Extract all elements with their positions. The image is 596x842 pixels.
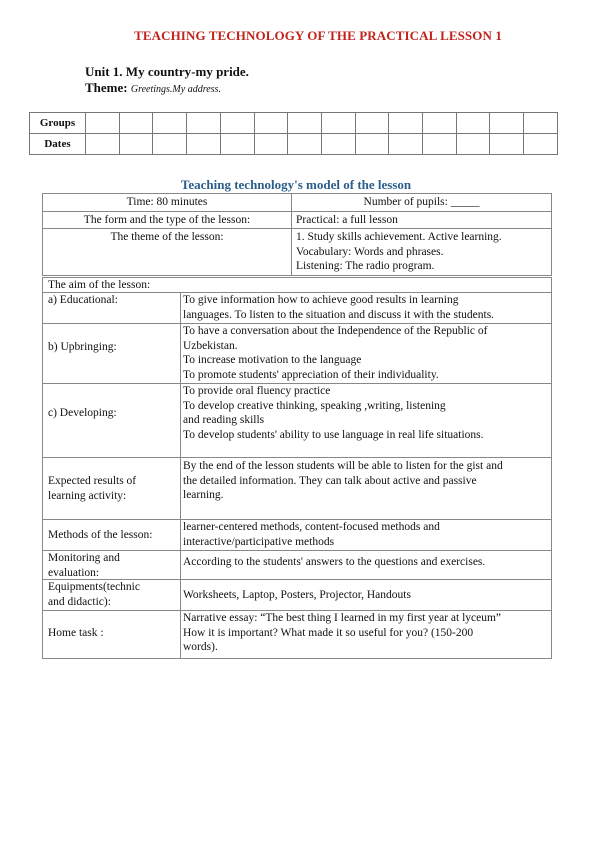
methods-line: learner-centered methods, content-focused methods and (183, 521, 440, 533)
monitoring-label (48, 551, 120, 580)
expected-line: By the end of the lesson students will be able to listen for the gist and (183, 460, 503, 472)
methods-label: Methods of the lesson: (48, 529, 153, 541)
pupils-cell: Number of pupils: _____ (292, 194, 552, 212)
developing-line: To develop creative thinking, speaking ,writing, listening (183, 399, 446, 412)
educational-label: a) Educational: (48, 294, 118, 306)
equipment-label-line: Equipments(technic (48, 581, 140, 593)
home-task-row (43, 610, 551, 659)
groups-cell[interactable] (254, 113, 288, 134)
home-task-line: How it is important? What made it so useful for you? (150-200 (183, 626, 474, 639)
theme-line: Vocabulary: Words and phrases. (296, 245, 444, 258)
groups-cell[interactable] (86, 113, 120, 134)
developing-line: To develop students' ability to use language in real life situations. (183, 428, 484, 441)
time-row (43, 194, 552, 212)
home-task-line: Narrative essay: “The best thing I learned in my first year at lyceum” (183, 612, 502, 624)
lesson-info-table (42, 193, 552, 276)
dates-cell[interactable] (490, 134, 524, 155)
theme-heading (85, 80, 221, 96)
groups-row (30, 113, 558, 134)
expected-label-line: Expected results of (48, 475, 137, 487)
educational-line: To give information how to achieve good results in learning (183, 294, 459, 306)
expected-value (183, 459, 549, 503)
dates-cell[interactable] (423, 134, 457, 155)
home-task-line: words). (183, 641, 218, 653)
dates-cell[interactable] (119, 134, 153, 155)
groups-cell[interactable] (490, 113, 524, 134)
home-task-value (183, 611, 549, 655)
monitoring-row (43, 550, 551, 580)
groups-cell[interactable] (153, 113, 187, 134)
upbringing-line: To increase motivation to the language (183, 354, 362, 366)
monitoring-value: According to the students' answers to the questions and exercises. (183, 556, 486, 568)
form-label: The form and the type of the lesson: (43, 211, 292, 229)
expected-label (48, 474, 136, 503)
dates-cell[interactable] (187, 134, 221, 155)
groups-label: Groups (30, 113, 86, 134)
lesson-theme-label: The theme of the lesson: (43, 229, 292, 276)
model-title: Teaching technology's model of the lesson (180, 177, 412, 192)
aims-table (42, 277, 552, 659)
developing-line: and reading skills (183, 414, 265, 426)
expected-line: the detailed information. They can talk about active and passive (183, 474, 477, 487)
methods-line: interactive/participative methods (183, 535, 335, 548)
groups-cell[interactable] (524, 113, 558, 134)
expected-line: learning. (183, 489, 224, 501)
dates-row (30, 134, 558, 155)
theme-line: 1. Study skills achievement. Active learning. (296, 231, 502, 243)
developing-label: c) Developing: (48, 407, 117, 419)
groups-cell[interactable] (220, 113, 254, 134)
dates-cell[interactable] (86, 134, 120, 155)
dates-cell[interactable] (254, 134, 288, 155)
dates-cell[interactable] (389, 134, 423, 155)
dates-cell[interactable] (321, 134, 355, 155)
page-title: TEACHING TECHNOLOGY OF THE PRACTICAL LESSON 1 (134, 28, 502, 43)
aim-title: The aim of the lesson: (48, 279, 151, 291)
equipment-label-line: and didactic): (48, 595, 111, 608)
lesson-theme-value (292, 229, 552, 276)
time-cell: Time: 80 minutes (43, 194, 292, 212)
dates-cell[interactable] (524, 134, 558, 155)
dates-cell[interactable] (153, 134, 187, 155)
educational-line: languages. To listen to the situation and discuss it with the students. (183, 308, 495, 321)
upbringing-line: To have a conversation about the Independence of the Republic of (183, 325, 488, 337)
developing-line: To provide oral fluency practice (183, 385, 331, 397)
monitoring-label-line: Monitoring and (48, 552, 120, 564)
equipment-label (48, 580, 140, 609)
groups-cell[interactable] (423, 113, 457, 134)
groups-cell[interactable] (389, 113, 423, 134)
upbringing-row (43, 323, 551, 383)
educational-value (183, 293, 549, 322)
home-task-label: Home task : (48, 627, 104, 639)
groups-cell[interactable] (321, 113, 355, 134)
groups-dates-table (29, 112, 558, 155)
equipment-value: Worksheets, Laptop, Posters, Projector, Handouts (183, 589, 411, 601)
form-row (43, 211, 552, 229)
methods-value (183, 520, 549, 549)
expected-row (43, 457, 551, 520)
dates-cell[interactable] (355, 134, 389, 155)
groups-cell[interactable] (119, 113, 153, 134)
dates-label: Dates (30, 134, 86, 155)
upbringing-line: To promote students' appreciation of their individuality. (183, 368, 439, 381)
methods-row (43, 519, 551, 551)
groups-cell[interactable] (187, 113, 221, 134)
theme-line: Listening: The radio program. (296, 260, 435, 272)
theme-value: Greetings.My address. (130, 84, 221, 95)
developing-row (43, 383, 551, 450)
dates-cell[interactable] (288, 134, 322, 155)
dates-cell[interactable] (220, 134, 254, 155)
developing-value (183, 384, 549, 442)
upbringing-line: Uzbekistan. (183, 339, 238, 352)
theme-row (43, 229, 552, 276)
educational-row (43, 292, 551, 323)
groups-cell[interactable] (288, 113, 322, 134)
theme-label: Theme: (85, 80, 128, 95)
expected-label-line: learning activity: (48, 489, 127, 502)
monitoring-label-line: evaluation: (48, 566, 100, 579)
upbringing-label: b) Upbringing: (48, 341, 117, 353)
unit-heading: Unit 1. My country-my pride. (85, 64, 249, 79)
upbringing-value (183, 324, 549, 382)
dates-cell[interactable] (456, 134, 490, 155)
equipment-row (43, 579, 551, 610)
groups-cell[interactable] (355, 113, 389, 134)
form-value: Practical: a full lesson (292, 211, 552, 229)
groups-cell[interactable] (456, 113, 490, 134)
